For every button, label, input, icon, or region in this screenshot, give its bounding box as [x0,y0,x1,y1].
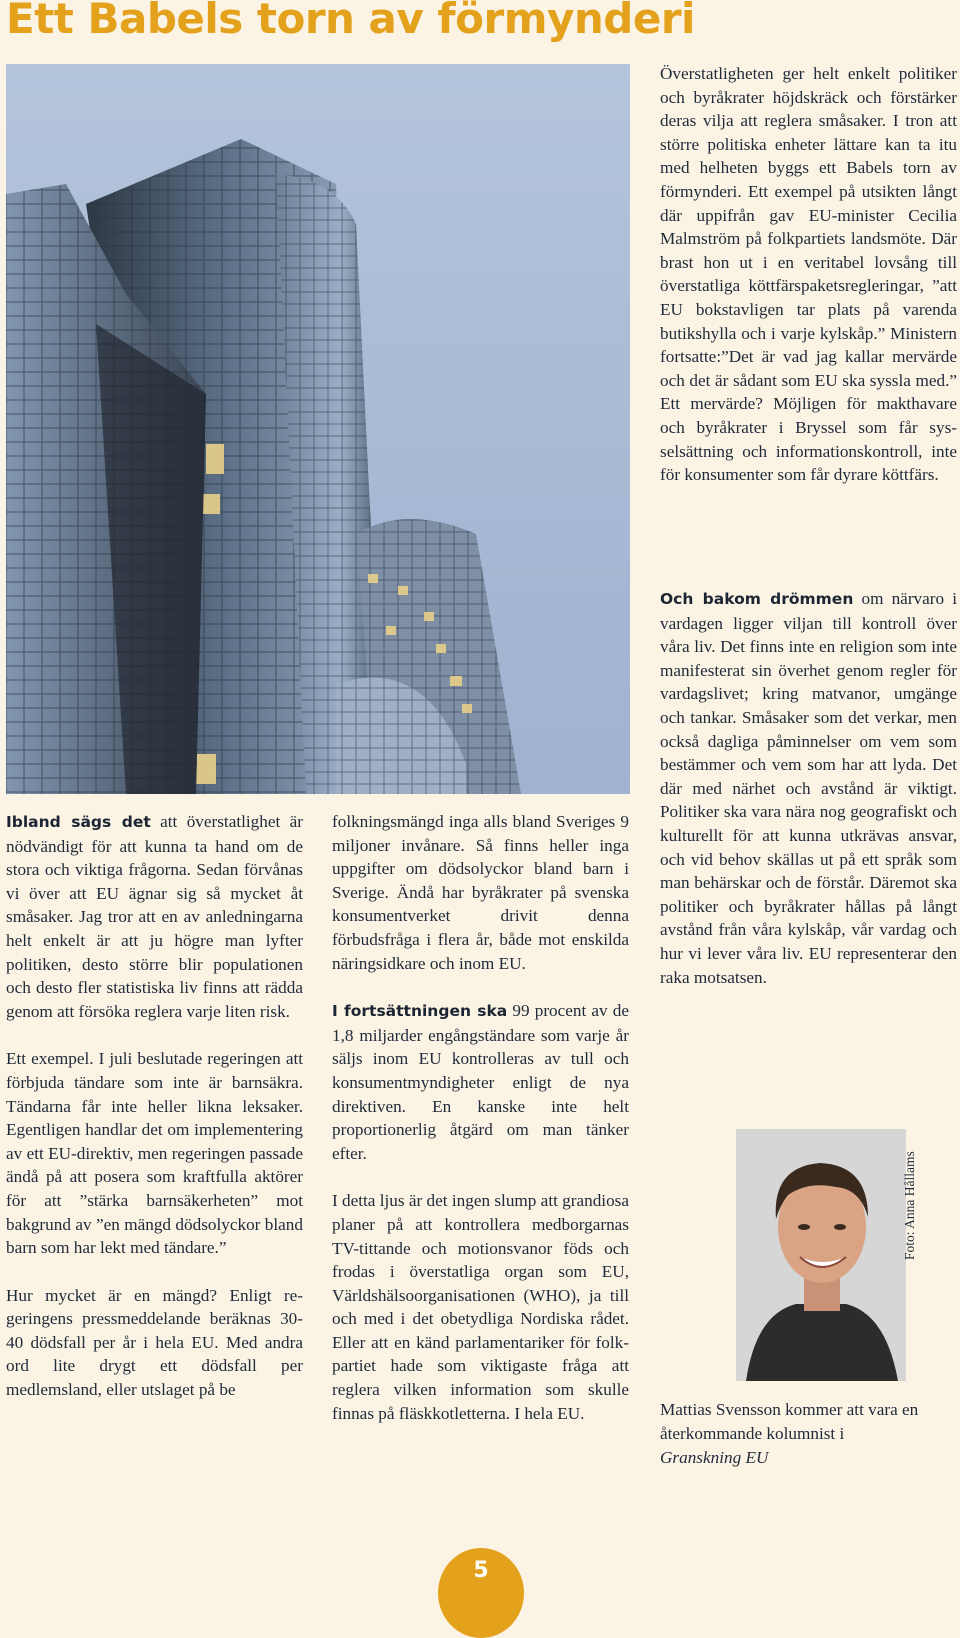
article-title: Ett Babels torn av förmynderi [6,0,695,43]
paragraph: I detta ljus är det ingen slump att grandiosa planer på att kontrollera medborgarnas TV-tittande och motionsvanor föds och frodas i överstatliga organ som EU, Världshälsoorganisationen (WHO), ja till och med i det obetydliga Nordiska rådet. Eller att en känd parlamentariker för folkpartiet hade som viktigaste fråga att reglera vilken information som skulle finnas på fläskkotletterna. I hela EU. [332,1191,629,1423]
paragraph: Och bakom drömmen om närvaro i vardagen ligger viljan till kontroll över våra liv. Det finns inte en religion som inte manifesterat sin överhet genom regler för vardagslivet; kring matvanor, umgänge och tankar. Småsaker som det verkar, men också dagliga påminnelser om vem som bestämmer och vem som har att lyda. Det där med närhet och avstånd är viktigt. Politiker ska vara nära nog geografiskt och kulturellt för att kunna utkrävas ansvar, och vid behov skällas ut på ett språk som man behärskar och de förstår. Däremot ska politiker och byråkrater hållas på långt avstånd från våra kylskåp, vår vardag och hur vi lever våra liv. EU representerar den raka motsatsen. [660,589,957,987]
lead-in: I fortsättningen ska [332,1002,508,1021]
paragraph: Ibland sägs det att överstatlighet är nödvändigt för att kunna ta hand om de stora och viktiga frågorna. Sedan förvånas vi över att EU ägnar sig så mycket åt småsaker. Jag tror att en av anledningarna helt enkelt är att ju högre man lyfter politiken, desto större blir populationen och desto fler statistiska liv finns att rädda genom att försöka reglera varje liten risk. [6,812,303,1021]
author-portrait [736,1129,906,1381]
paragraph: Överstatligheten ger helt enkelt politiker och byråkrater höjdskräck och förstärker deras vilja att reglera småsaker. I tron att större politiska enheter lättare kan ta itu med helheten byggs ett Babels torn av förmynderi. Ett exempel på utsikten långt där uppifrån gav EU-minister Cecilia Malmström på folkpartiets landsmöte. Där brast hon ut i en veritabel lovsång till överstatliga köttfärspaketsregleringar, ”att EU bokstavligen tar plats på varenda butikshylla och i varje kylskåp.” Ministern fortsatte:”Det är vad jag kallar mervärde och det är sådant som EU ska syssla med.” Ett mervärde? Möjligen för makthavare och byråkrater i Bryssel som får sysselsättning och informationskontroll, inte för konsumenter som får dyrare köttfärs. [660,64,957,485]
column-3-top [660,62,957,511]
paragraph: Hur mycket är en mängd? Enligt regeringens pressmeddelande beräknas 30-40 dödsfall per år i hela EU. Med andra ord lite drygt ett dödsfall per medlemsland, eller utslaget på be [6,1285,303,1400]
lead-in: Ibland sägs det [6,813,151,831]
paragraph: folkningsmängd inga alls bland Sveriges 9 miljoner invånare. Så finns heller inga uppgifter om dödsolyckor bland barn i Sverige. Ändå har byråkrater på svenska konsumentverket drivit denna förbudsfråga i flera år, både mot enskilda näringsidkare och inom EU. [332,812,629,973]
column-2 [332,810,629,1449]
column-3-bottom [660,587,957,1013]
lead-in: Och bakom drömmen [660,590,854,608]
page-number: 5 [473,1558,489,1583]
paragraph: I fortsättningen ska 99 procent av de 1,8 miljarder engångständare som varje år säljs inom EU kontrolleras av tull och konsumentmyndigheter enligt de nya direktiven. En kanske inte helt proportionerlig åtgärd om man tänker efter. [332,1001,629,1163]
paragraph: Ett exempel. I juli beslutade regeringen att förbjuda tändare som inte är barnsäkra. Tändarna får inte heller likna leksaker. Egentligen handlar det om implementering av ett EU-direktiv, men regeringen passade ändå på att posera som kraftfulla aktörer för att ”stärka barnsäkerheten” mot bakgrund av ”en mängd dödsolyckor bland barn som har lekt med tändare.” [6,1049,303,1258]
photo-credit: Foto: Anna Hållams [902,1151,917,1260]
building-photo [6,64,630,794]
portrait-caption: Mattias Svensson kommer att vara en återkommande kolumnist i Granskning EU [660,1398,957,1470]
publication-name: Granskning EU [660,1448,769,1467]
column-1 [6,810,303,1426]
